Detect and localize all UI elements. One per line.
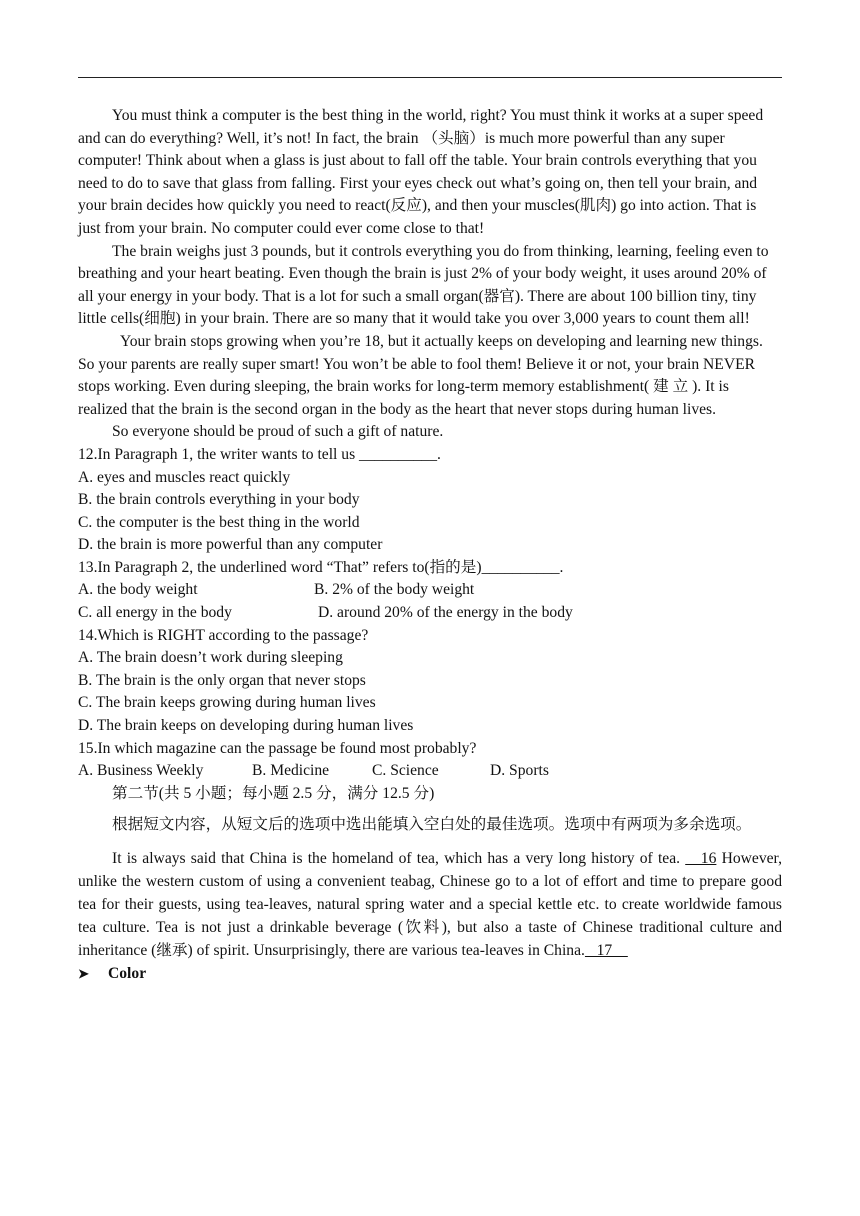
tea-text-a: It is always said that China is the homeland of tea, which has a very long history of tea. [112, 850, 686, 868]
option-c: C. The brain keeps growing during human lives [78, 694, 376, 712]
option-c: C. the computer is the best thing in the world [78, 513, 360, 531]
header-rule [78, 77, 782, 78]
option-a: A. eyes and muscles react quickly [78, 468, 291, 486]
blank-16: 16 [685, 850, 717, 868]
option-b: B. Medicine [252, 762, 330, 780]
option-a: A. Business Weekly [78, 762, 204, 780]
question-12 [78, 444, 782, 557]
question-stem: 14.Which is RIGHT according to the passage? [78, 626, 369, 644]
question-13 [78, 557, 782, 625]
blank-17: 17 [584, 942, 628, 960]
option-a: A. the body weight [78, 581, 198, 599]
question-stem: 12.In Paragraph 1, the writer wants to tell us __________. [78, 445, 441, 463]
option-d: D. the brain is more powerful than any computer [78, 536, 383, 554]
option-c: C. Science [372, 762, 439, 780]
bullet-label: Color [108, 964, 147, 982]
tea-text-b: However, unlike the western custom of using a convenient teabag, Chinese go to a lot of effort and time to prepare good tea for their guests, using tea-leaves, natural spring water and a special kettle etc. to create worldwide famous tea culture. Tea is not just a drinkable beverage (饮料), but also a taste of Chinese traditional culture and inheritance (继承) of spirit. Unsurprisingly, there are various tea-leaves in China. [78, 850, 783, 960]
passage-paragraph-1: You must think a computer is the best thing in the world, right? You must think it works at a super speed and can do everything? Well, it’s not! In fact, the brain （头脑）is much more powerful than any super computer! Think about when a glass is just about to fall off the table. Your brain controls everything that you need to do to save that glass from falling. First your eyes check out what’s going on, then tell your brain, and your brain decides how quickly you need to react(反应), and then your muscles(肌肉) go into action. That is just from your brain. No computer could ever come close to that! [78, 107, 764, 237]
option-a: A. The brain doesn’t work during sleeping [78, 649, 343, 667]
bullet-item-color [78, 963, 782, 986]
passage-paragraph-4: So everyone should be proud of such a gift of nature. [112, 423, 444, 441]
arrow-bullet-icon: ➤ [78, 965, 89, 981]
question-stem: 15.In which magazine can the passage be found most probably? [78, 739, 477, 757]
option-d: D. Sports [490, 762, 549, 780]
question-15 [78, 738, 782, 783]
section-2-instruction: 根据短文内容，从短文后的选项中选出能填入空白处的最佳选项。选项中有两项为多余选项。 [112, 816, 752, 834]
option-d: D. The brain keeps on developing during human lives [78, 717, 414, 735]
tea-passage-paragraph [78, 848, 782, 963]
option-b: B. 2% of the body weight [314, 581, 475, 599]
option-b: B. the brain controls everything in your body [78, 491, 360, 509]
option-d: D. around 20% of the energy in the body [318, 604, 573, 622]
option-c: C. all energy in the body [78, 604, 232, 622]
document-page [78, 105, 782, 986]
question-14 [78, 625, 782, 738]
passage-paragraph-2: The brain weighs just 3 pounds, but it controls everything you do from thinking, learning, feeling even to breathing and your heart beating. Even though the brain is just 2% of your body weight, it uses around 20% of all your energy in your body. That is a lot for such a small organ(器官). There are about 100 billion tiny, tiny little cells(细胞) in your brain. There are so many that it would take you over 3,000 years to count them all! [78, 242, 769, 328]
option-b: B. The brain is the only organ that never stops [78, 671, 366, 689]
question-stem: 13.In Paragraph 2, the underlined word “That” refers to(指的是)__________. [78, 558, 564, 576]
passage-paragraph-3: Your brain stops growing when you’re 18, but it actually keeps on developing and learning new things. So your parents are really super smart! You won’t be able to fool them! Believe it or not, your brain NEVER stops working. Even during sleeping, the brain works for long-term memory establishment( 建 立 ). It is realized that the brain is the second organ in the body as the heart that never stops during human lives. [78, 332, 763, 418]
section-2-heading: 第二节(共 5 小题；每小题 2.5 分，满分 12.5 分) [112, 784, 435, 802]
